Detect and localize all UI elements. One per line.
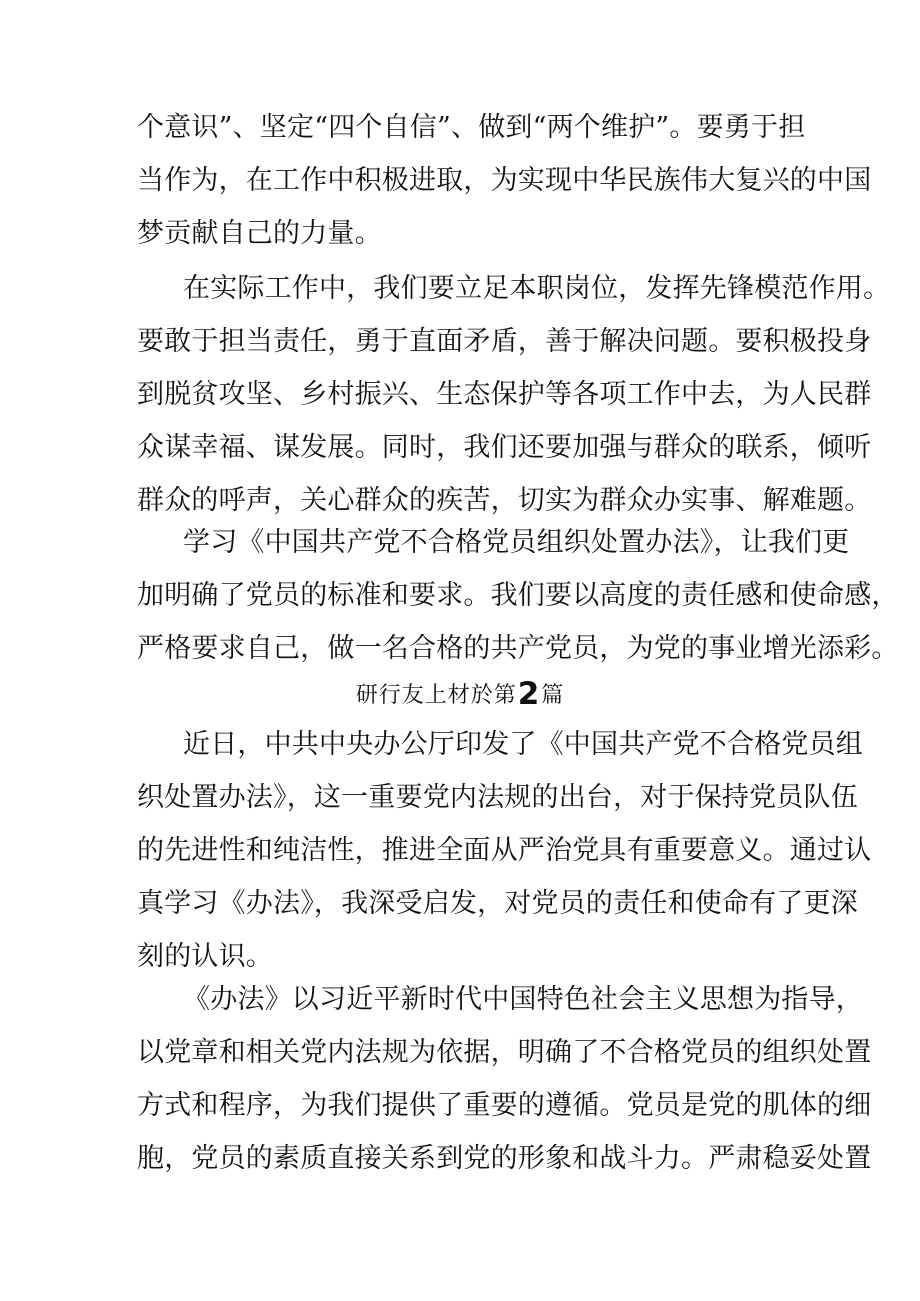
paragraph-5 (137, 973, 872, 1185)
text-line: 在实际工作中，我们要立足本职岗位，发挥先锋模范作用。 (183, 273, 891, 304)
text-line: 织处置办法》，这一重要党内法规的出台，对于保持党员队伍 (137, 782, 858, 813)
text-line: 《办法》以习近平新时代中国特色社会主义思想为指导， (183, 984, 863, 1015)
text-line: 要敢于担当责任，勇于直面矛盾，善于解决问题。要积极投身 (137, 326, 872, 357)
text-line: 的先进性和纯洁性，推进全面从严治党具有重要意义。通过认 (137, 835, 872, 866)
text-line: 刻的认识。 (137, 941, 273, 972)
paragraph-2 (137, 262, 891, 527)
text-line: 梦贡献自己的力量。 (137, 218, 382, 249)
text-line: 到脱贫攻坚、乡村振兴、生态保护等各项工作中去，为人民群 (137, 379, 872, 410)
text-line: 群众的呼声，关心群众的疾苦，切实为群众办实事、解难题。 (137, 485, 872, 516)
paragraph-1 (137, 101, 872, 260)
section-heading-number: 2 (517, 676, 541, 712)
text-line: 近日，中共中央办公厅印发了《中国共产党不合格党员组 (183, 729, 863, 760)
paragraph-3 (137, 516, 899, 675)
text-line: 方式和程序，为我们提供了重要的遵循。党员是党的肌体的细 (137, 1090, 872, 1121)
text-line: 学习《中国共产党不合格党员组织处置办法》，让我们更 (183, 527, 850, 558)
text-line: 真学习《办法》，我深受启发，对党员的责任和使命有了更深 (137, 888, 858, 919)
text-line: 加明确了党员的标准和要求。我们要以高度的责任感和使命感， (137, 580, 899, 611)
text-line: 以党章和相关党内法规为依据，明确了不合格党员的组织处置 (137, 1037, 872, 1068)
section-heading (0, 674, 920, 716)
section-heading-suffix: 篇 (541, 683, 565, 708)
text-line: 胞，党员的素质直接关系到党的形象和战斗力。严肃稳妥处置 (137, 1143, 872, 1174)
section-heading-prefix: 研行友上材於第 (355, 683, 517, 708)
paragraph-4 (137, 718, 872, 983)
text-line: 严格要求自己，做一名合格的共产党员，为党的事业增光添彩。 (137, 633, 899, 664)
text-line: 个意识”、坚定“四个自信”、做到“两个维护”。要勇于担 (137, 112, 806, 143)
text-line: 众谋幸福、谋发展。同时，我们还要加强与群众的联系，倾听 (137, 432, 872, 463)
text-line: 当作为，在工作中积极进取，为实现中华民族伟大复兴的中国 (137, 165, 872, 196)
